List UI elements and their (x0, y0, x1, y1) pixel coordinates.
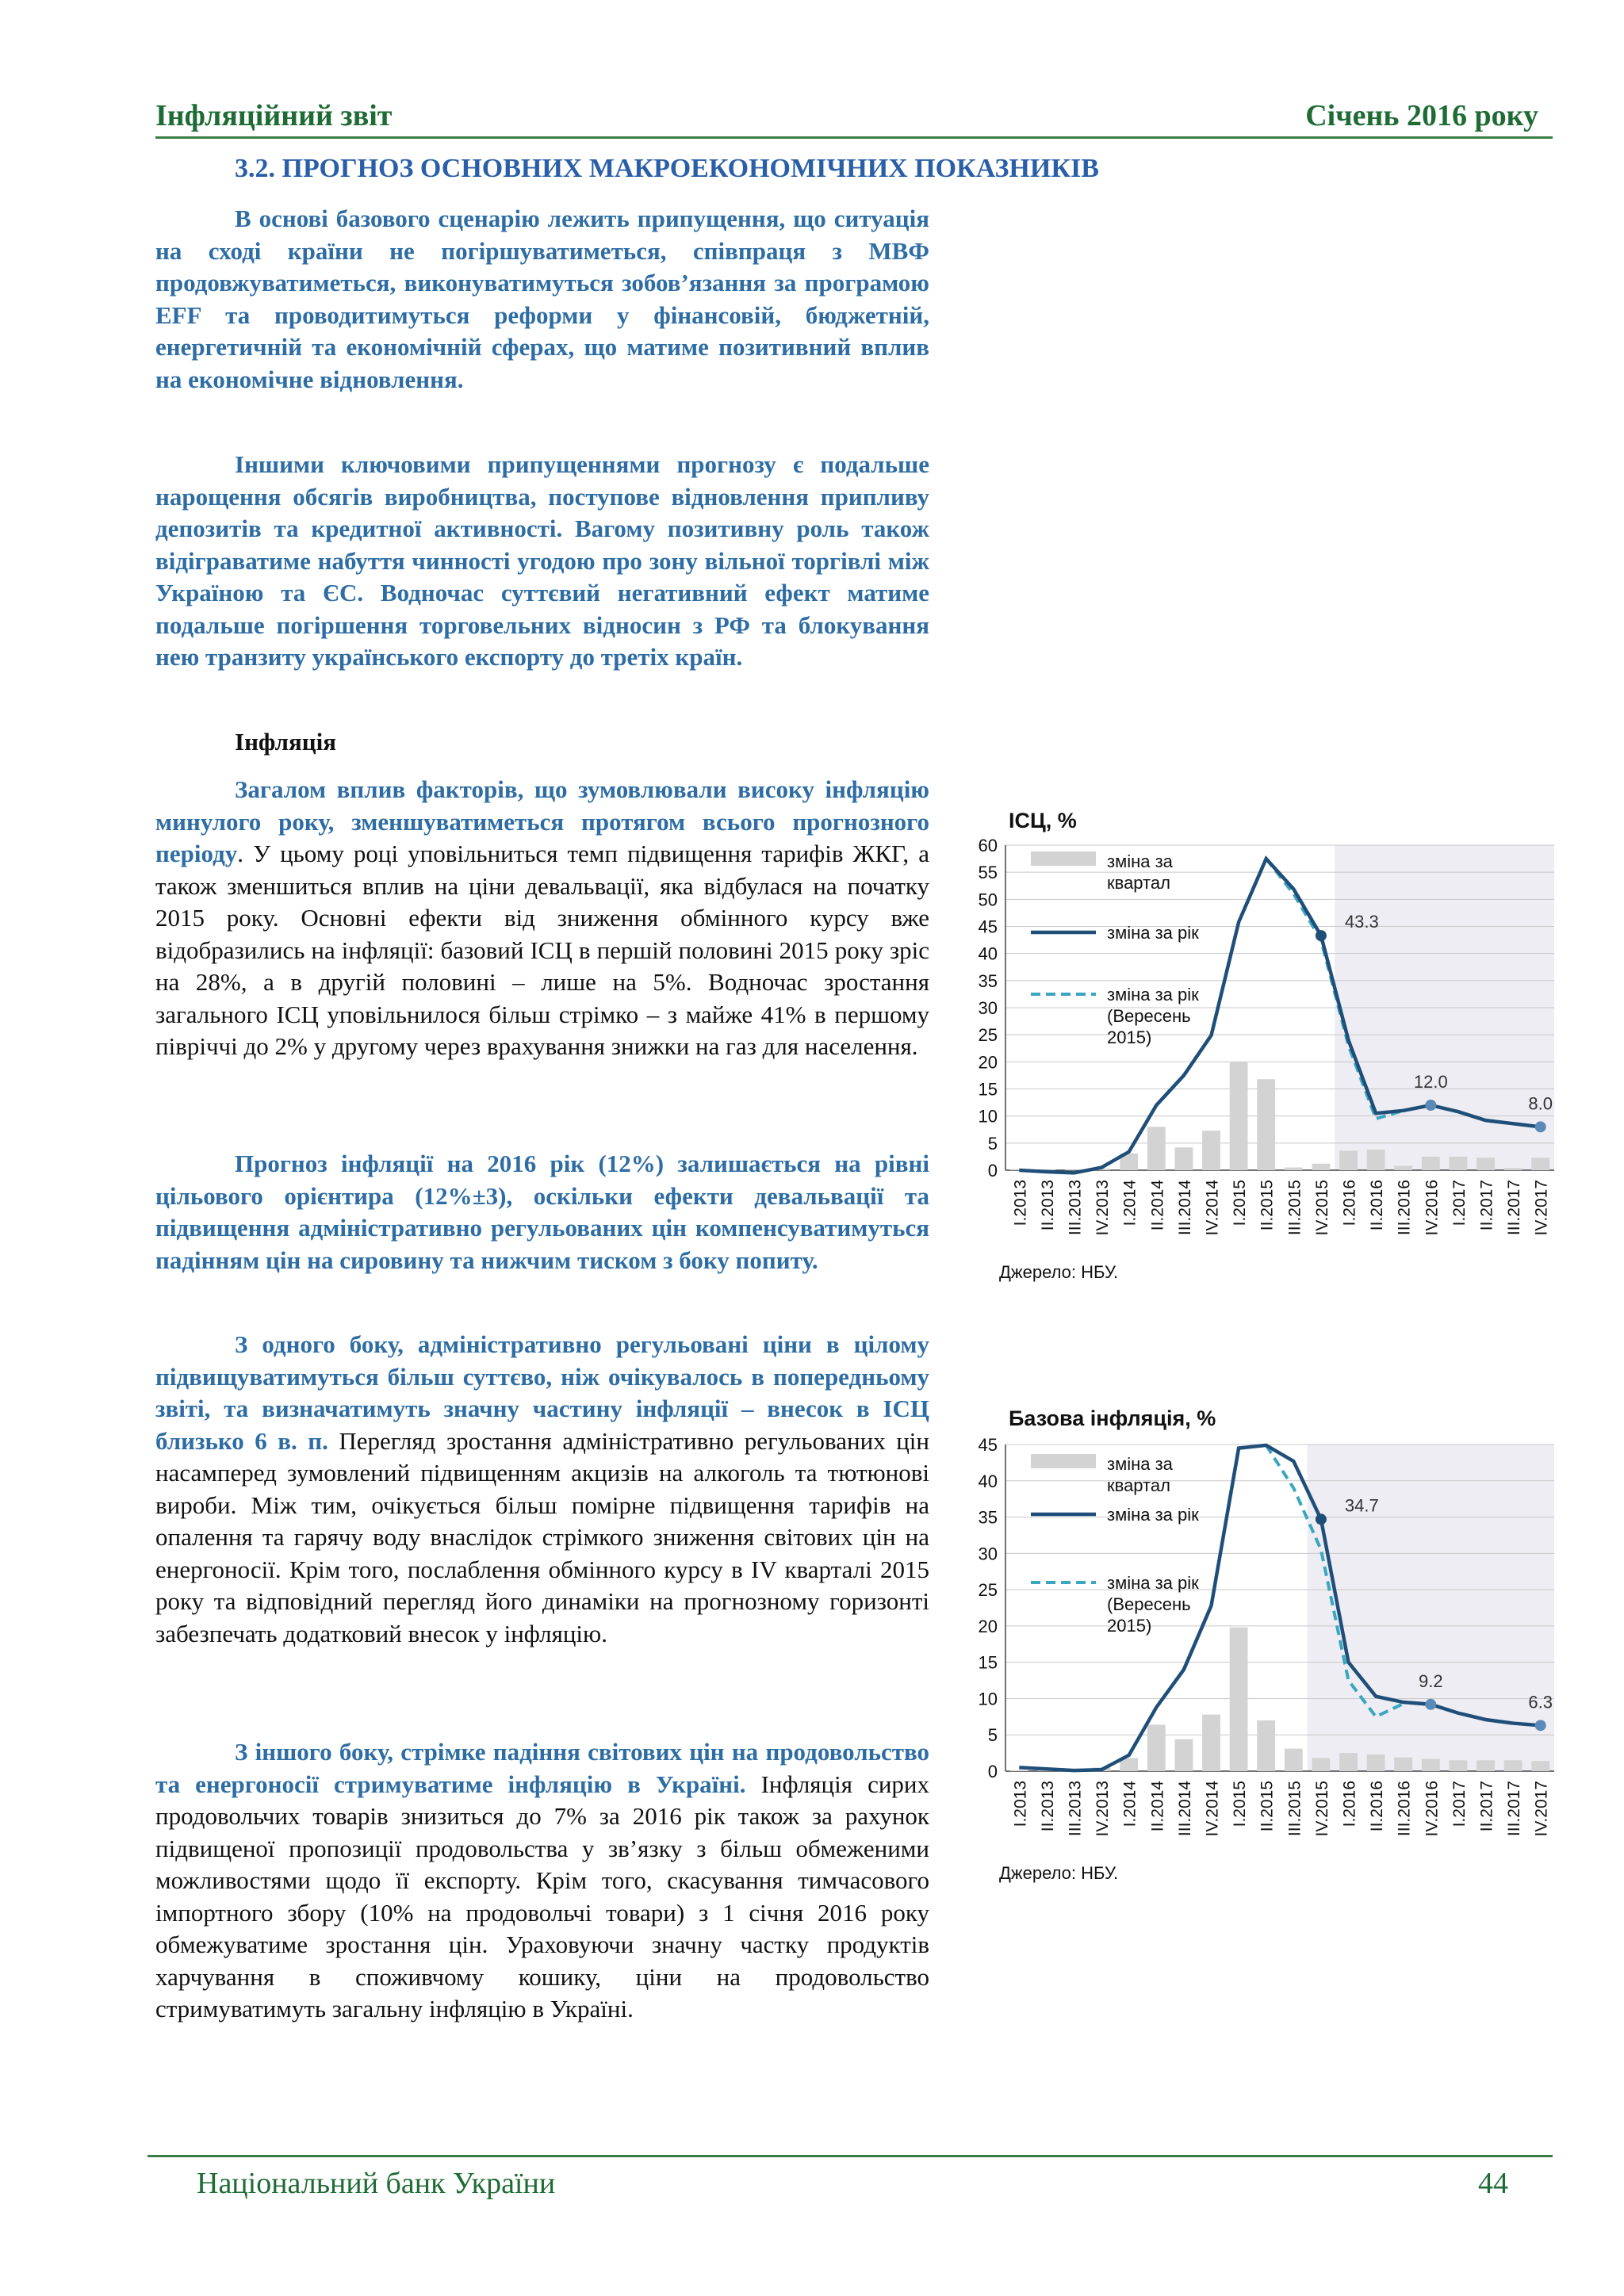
quarterly-bar (1174, 1739, 1193, 1771)
x-tick-label: IV.2017 (1532, 1781, 1551, 1837)
paragraph-food-prices-tail: Інфляція сирих продовольчих товарів знизиться до 7% за 2016 рік також за рахунок підвищеної пропозиції продовольства у зв’язку з більш обмеженими можливостями щодо її експорту. Крім того, скасування тимчасового імпортного збору (10% на продовольчі товари) з 1 січня 2016 року обмежуватиме зростання цін. Ураховуючи значну частку продуктів харчування в споживчому кошику, ціни на продовольство стримуватимуть загальну інфляцію в Україні. (155, 1770, 930, 2022)
page-number: 44 (1478, 2167, 1508, 2200)
value-label: 12.0 (1413, 1072, 1448, 1092)
x-tick-label: I.2017 (1450, 1781, 1469, 1827)
quarterly-bar (1504, 1760, 1522, 1771)
text-block-4 (155, 774, 929, 1063)
quarterly-bar (1339, 1753, 1358, 1771)
legend-line: 2015) (1107, 1027, 1152, 1047)
chart-core-title: Базова інфляція, % (1009, 1406, 1216, 1430)
y-tick-label: 40 (978, 1471, 998, 1491)
quarterly-bar (1394, 1166, 1412, 1170)
x-tick-label: I.2016 (1340, 1180, 1359, 1226)
quarterly-bar (1477, 1760, 1495, 1771)
legend-swatch-bars (1031, 1454, 1096, 1468)
paragraph-assumptions: В основі базового сценарію лежить припущення, що ситуація на сході країни не погіршуватиметься, співпраця з МВФ продовжуватиметься, виконуватимуться зобов’язання за програмою EFF та проводитимуться реформи у фінансовій, бюджетній, енергетичній та економічній сферах, що матиме позитивний вплив на економічне відновлення. (155, 205, 929, 393)
x-tick-label: III.2017 (1505, 1180, 1524, 1236)
quarterly-bar (1339, 1150, 1358, 1170)
legend-line: зміна за (1107, 851, 1173, 871)
x-tick-label: III.2017 (1505, 1781, 1524, 1837)
quarterly-bar (1449, 1157, 1467, 1170)
value-marker (1535, 1121, 1546, 1132)
y-tick-label: 20 (978, 1616, 998, 1636)
footer-bank-name: Національний банк України (197, 2167, 556, 2200)
legend-label (1107, 1505, 1199, 1525)
quarterly-bar (1285, 1168, 1303, 1170)
text-block-3 (155, 726, 929, 759)
paragraph-food-prices (155, 1736, 929, 2026)
value-marker (1316, 1513, 1327, 1525)
legend-swatch-bars (1031, 851, 1096, 866)
x-tick-label: I.2017 (1450, 1180, 1469, 1226)
text-block-1 (155, 203, 929, 396)
y-tick-label: 40 (978, 943, 998, 964)
report-date: Січень 2016 року (1305, 99, 1538, 132)
y-tick-label: 15 (978, 1079, 998, 1100)
text-block-6 (155, 1329, 929, 1650)
quarterly-bar (1147, 1724, 1166, 1771)
quarterly-bar (1477, 1158, 1495, 1170)
paragraph-factors-tail: . У цьому році уповільниться темп підвищення тарифів ЖКГ, а також зменшиться вплив на ціни девальвації, яка відбулася на початку 2015 року. Основні ефекти від зниження обмінного курсу вже відобразились на інфляції: базовий ІСЦ в першій половині 2015 року зріс на 28%, а в другій половині – лише на 5%. Водночас зростання загального ІСЦ уповільнилося більш стрімко – з майже 41% в першому півріччі до 2% у другому через врахування знижки на газ для населення. (155, 840, 929, 1060)
chart-cpi-title: ІСЦ, % (1009, 809, 1077, 832)
chart-core-source: Джерело: НБУ. (999, 1863, 1119, 1883)
text-block-2 (155, 449, 929, 674)
x-tick-label: I.2014 (1120, 1781, 1139, 1827)
x-tick-label: III.2015 (1285, 1781, 1304, 1837)
quarterly-bar (1531, 1761, 1549, 1771)
y-tick-label: 35 (978, 1507, 998, 1528)
y-tick-label: 0 (987, 1161, 998, 1181)
x-tick-label: III.2013 (1066, 1180, 1085, 1236)
y-tick-label: 35 (978, 970, 998, 991)
value-label: 6.3 (1528, 1692, 1553, 1712)
value-marker (1425, 1100, 1436, 1111)
x-tick-label: IV.2017 (1532, 1180, 1551, 1236)
value-label: 34.7 (1344, 1495, 1379, 1516)
x-tick-label: II.2014 (1148, 1781, 1167, 1832)
value-label: 8.0 (1528, 1093, 1553, 1114)
x-tick-label: I.2015 (1231, 1180, 1250, 1226)
footer-divider (147, 2155, 1553, 2157)
x-tick-label: II.2017 (1477, 1180, 1496, 1231)
y-tick-label: 45 (978, 916, 998, 937)
y-tick-label: 30 (978, 1544, 998, 1564)
x-tick-label: I.2013 (1011, 1180, 1030, 1226)
quarterly-bar (1312, 1164, 1330, 1170)
paragraph-admin-prices (155, 1329, 929, 1650)
quarterly-bar (1010, 1770, 1028, 1771)
quarterly-bar (1504, 1168, 1522, 1170)
x-tick-label: III.2016 (1395, 1180, 1414, 1236)
y-tick-label: 30 (978, 998, 998, 1018)
subhead-inflation: Інфляція (235, 728, 337, 756)
x-tick-label: I.2015 (1231, 1781, 1250, 1827)
y-tick-label: 10 (978, 1106, 998, 1127)
legend-line: зміна за рік (1107, 985, 1199, 1004)
x-tick-label: III.2014 (1175, 1180, 1194, 1236)
x-tick-label: IV.2013 (1094, 1781, 1113, 1837)
chart-core (967, 1427, 1570, 1855)
value-marker (1425, 1699, 1436, 1710)
quarterly-bar (1257, 1720, 1275, 1771)
y-tick-label: 15 (978, 1652, 998, 1673)
quarterly-bar (1422, 1157, 1440, 1170)
chart-cpi (967, 825, 1570, 1253)
y-tick-label: 10 (978, 1689, 998, 1709)
x-tick-label: IV.2013 (1094, 1180, 1113, 1236)
paragraph-forecast-2016: Прогноз інфляції на 2016 рік (12%) залишається на рівні цільового орієнтира (12%±3), оскільки ефекти девальвації та підвищення адміністративно регульованих цін компенсуватимуться падінням цін на сировину та нижчим тиском з боку попиту. (155, 1150, 929, 1274)
quarterly-bar (1202, 1715, 1220, 1771)
quarterly-bar (1202, 1131, 1220, 1170)
y-tick-label: 60 (978, 836, 998, 855)
quarterly-bar (1367, 1150, 1385, 1170)
paragraph-food-prices-lead: З іншого боку, стрімке падіння світових цін на продовольство та енергоносії стримуватиме інфляцію в Україні. (155, 1738, 929, 1798)
x-tick-label: II.2013 (1038, 1781, 1057, 1832)
legend-line: квартал (1107, 873, 1170, 893)
y-tick-label: 20 (978, 1052, 998, 1073)
legend-label (1107, 923, 1199, 943)
x-tick-label: III.2014 (1175, 1781, 1194, 1837)
quarterly-bar (1531, 1158, 1549, 1170)
paragraph-admin-prices-lead: З одного боку, адміністративно регульовані ціни в цілому підвищуватимуться більш суттєво, ніж очікувалось в попередньому звіті, та визначатимуть значну частину інфляції – внесок в ІСЦ близько 6 в. п. (155, 1330, 929, 1455)
legend-line: (Вересень (1107, 1006, 1191, 1026)
x-tick-label: I.2016 (1340, 1781, 1359, 1827)
legend-line: зміна за рік (1107, 1573, 1199, 1593)
x-tick-label: II.2017 (1477, 1781, 1496, 1832)
x-tick-label: III.2015 (1285, 1180, 1304, 1236)
x-tick-label: IV.2016 (1423, 1781, 1442, 1837)
header-divider (155, 136, 1553, 139)
x-tick-label: II.2016 (1368, 1781, 1387, 1832)
y-tick-label: 25 (978, 1580, 998, 1601)
paragraph-key-assumptions: Іншими ключовими припущеннями прогнозу є подальше нарощення обсягів виробництва, поступове відновлення припливу депозитів та кредитної активності. Вагому позитивну роль також відіграватиме набуття чинності угодою про зону вільної торгівлі між Україною та ЄС. Водночас суттєвий негативний ефект матиме подальше погіршення торговельних відносин з РФ та блокування нею транзиту українського експорту до третіх країн. (155, 450, 929, 671)
quarterly-bar (1367, 1755, 1385, 1771)
x-tick-label: II.2016 (1368, 1180, 1387, 1231)
report-title: Інфляційний звіт (155, 99, 393, 132)
quarterly-bar (1422, 1758, 1440, 1771)
quarterly-bar (1174, 1147, 1193, 1170)
quarterly-bar (1230, 1062, 1248, 1170)
y-tick-label: 0 (987, 1762, 998, 1781)
y-tick-label: 45 (978, 1435, 998, 1455)
quarterly-bar (1257, 1079, 1275, 1170)
value-label: 43.3 (1344, 912, 1379, 932)
quarterly-bar (1394, 1758, 1412, 1771)
legend-label (1107, 985, 1199, 1047)
chart-cpi-source: Джерело: НБУ. (999, 1262, 1119, 1282)
x-tick-label: IV.2014 (1203, 1781, 1222, 1837)
y-tick-label: 25 (978, 1025, 998, 1046)
y-tick-label: 55 (978, 863, 998, 883)
paragraph-admin-prices-tail: Перегляд зростання адміністративно регульованих цін насамперед зумовлений підвищенням акцизів на алкоголь та тютюнові вироби. Між тим, очікується більш помірне підвищення тарифів на опалення та гарячу воду внаслідок стрімкого зниження світових цін на енергоносії. Крім того, послаблення обмінного курсу в IV кварталі 2015 року та відповідний перегляд його динаміки на прогнозному горизонті забезпечать додатковий внесок у інфляцію. (155, 1426, 929, 1647)
x-tick-label: II.2015 (1258, 1180, 1277, 1231)
y-tick-label: 5 (987, 1725, 998, 1746)
value-marker (1316, 930, 1327, 941)
paragraph-factors-lead: Загалом вплив факторів, що зумовлювали високу інфляцію минулого року, зменшуватиметься протягом всього прогнозного періоду (155, 775, 929, 867)
text-block-5 (155, 1148, 929, 1276)
section-title: 3.2. ПРОГНОЗ ОСНОВНИХ МАКРОЕКОНОМІЧНИХ ПОКАЗНИКІВ (235, 154, 1099, 183)
x-tick-label: IV.2016 (1423, 1180, 1442, 1236)
x-tick-label: I.2013 (1011, 1781, 1030, 1827)
quarterly-bar (1230, 1628, 1248, 1771)
legend-label (1107, 1454, 1174, 1495)
x-tick-label: IV.2015 (1312, 1781, 1331, 1837)
x-tick-label: III.2016 (1395, 1781, 1414, 1837)
quarterly-bar (1312, 1758, 1330, 1771)
x-tick-label: II.2015 (1258, 1781, 1277, 1832)
quarterly-bar (1285, 1749, 1303, 1771)
y-tick-label: 50 (978, 890, 998, 910)
text-block-7 (155, 1736, 929, 2026)
value-marker (1535, 1720, 1546, 1731)
legend-line: 2015) (1107, 1616, 1152, 1636)
legend-line: (Вересень (1107, 1594, 1191, 1614)
x-tick-label: I.2014 (1120, 1180, 1139, 1226)
x-tick-label: IV.2014 (1203, 1180, 1222, 1236)
legend-line: зміна за рік (1107, 923, 1199, 943)
y-tick-label: 5 (987, 1133, 998, 1154)
legend-line: зміна за (1107, 1454, 1173, 1474)
x-tick-label: II.2014 (1148, 1180, 1167, 1231)
x-tick-label: III.2013 (1066, 1781, 1085, 1837)
value-label: 9.2 (1419, 1670, 1443, 1691)
legend-line: зміна за рік (1107, 1505, 1199, 1525)
paragraph-factors (155, 774, 929, 1063)
quarterly-bar (1147, 1127, 1166, 1170)
x-tick-label: IV.2015 (1312, 1180, 1331, 1236)
legend-line: квартал (1107, 1475, 1170, 1495)
quarterly-bar (1449, 1760, 1467, 1771)
x-tick-label: II.2013 (1038, 1180, 1057, 1231)
